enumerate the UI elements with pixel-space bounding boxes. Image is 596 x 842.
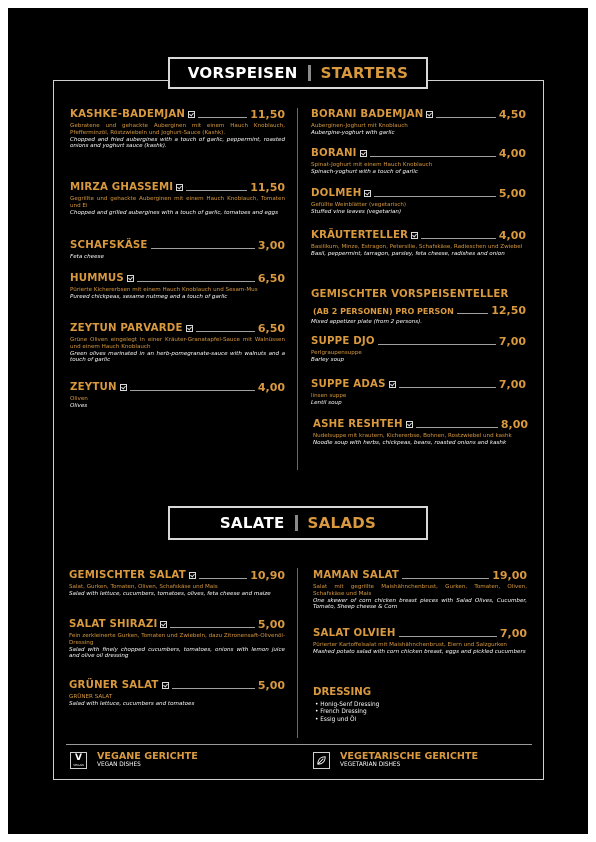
item-price: 12,50 [491, 304, 526, 317]
item-price: 4,00 [257, 381, 285, 394]
leader-line [172, 688, 255, 689]
item-price: 7,00 [498, 378, 526, 391]
item-price: 7,00 [499, 627, 527, 640]
leader-line [399, 636, 497, 637]
item-name: BORANI BADEMJAN [311, 109, 424, 120]
dressing-item: • French Dressing [315, 709, 367, 716]
item-description-de: Gegrillte und gehackte Auberginen mit einem Hauch Knoblauch, Tomaten und Ei [70, 196, 285, 209]
item-description-de: linsen suppe [311, 393, 347, 399]
menu-item [70, 181, 285, 216]
legend-vegetarian-subtitle: VEGETARIAN DISHES [340, 762, 401, 768]
item-description-de: Gebratene und gehackte Auberginen mit einem Hauch Knoblauch, Pfefferminzöl, Röstzwiebeln und Joghurt-Sauce (Kashk). [70, 123, 285, 136]
menu-item [313, 627, 527, 656]
menu-item [69, 679, 285, 708]
leader-line [186, 190, 247, 191]
leader-line [151, 248, 255, 249]
starters-header-en: STARTERS [320, 64, 409, 82]
item-name: DOLMEH [311, 188, 362, 199]
item-name: KRÄUTERTELLER [311, 230, 409, 241]
leader-line [457, 313, 488, 314]
item-description-en: One skewer of corn chicken breast pieces with Salad Olives, Cucumber, Tomato, Sheep cheese & Corn [313, 597, 527, 611]
vegetarian-mark-icon [426, 111, 433, 118]
vegan-icon-letter: V [75, 752, 82, 763]
item-description-en: Barley soup [311, 356, 345, 363]
item-description-en: Feta cheese [70, 254, 104, 260]
leader-line [370, 156, 496, 157]
item-description-de: GRÜNER SALAT [69, 694, 113, 700]
item-name: SUPPE DJO [311, 336, 375, 347]
vegetarian-mark-icon [364, 190, 371, 197]
item-price: 3,00 [257, 239, 285, 252]
legend-vegan-title: VEGANE GERICHTE [97, 751, 198, 762]
leaf-icon-glyph [316, 755, 327, 766]
menu-item [69, 569, 285, 598]
leader-line [402, 578, 489, 579]
item-price: 11,50 [250, 181, 285, 194]
leader-line [199, 578, 247, 579]
starters-header [168, 57, 428, 89]
item-description-de: Gefüllte Weinblätter (vegetarisch) [311, 202, 407, 208]
vegan-mark-icon [389, 381, 396, 388]
header-divider [308, 65, 311, 81]
menu-item [70, 272, 285, 301]
header-divider [295, 515, 298, 531]
salads-header [168, 506, 428, 540]
vegan-icon-word: VEGAN [73, 762, 84, 767]
legend-vegan-subtitle: VEGAN DISHES [97, 762, 141, 768]
item-name: ZEYTUN PARVARDE [70, 323, 183, 334]
leader-line [421, 238, 496, 239]
item-price: 5,00 [257, 618, 285, 631]
legend-vegan [70, 751, 198, 769]
item-description-en: Chopped and fried aubergines with a touch of garlic, peppermint, roasted onions and yoghurt sauce (kashk). [70, 136, 285, 150]
item-name: GEMISCHTER SALAT [69, 570, 186, 581]
menu-item [313, 569, 527, 611]
legend-vegetarian-title: VEGETARISCHE GERICHTE [340, 751, 479, 762]
vegan-icon [70, 752, 87, 769]
leaf-icon [313, 752, 330, 769]
vegan-mark-icon [120, 384, 127, 391]
menu-item [311, 378, 526, 407]
vegetarian-mark-icon [411, 232, 418, 239]
item-description-en: Mixed appetizer plate (from 2 persons). [311, 319, 423, 325]
item-description-en: Mashed potato salad with corn chicken breast, eggs and pickled cucumbers [313, 648, 526, 655]
leader-line [374, 196, 495, 197]
item-price: 6,50 [257, 322, 285, 335]
item-description-de: Grüne Oliven eingelegt in einer Kräuter-Granatapfel-Sauce mit Walnüssen und einem Hauch Knoblauch [70, 337, 285, 350]
salads-column-divider [297, 568, 298, 738]
item-description-en: Olives [70, 402, 88, 409]
menu-item [70, 108, 285, 150]
vegan-mark-icon [189, 572, 196, 579]
item-price: 6,50 [257, 272, 285, 285]
menu-item [311, 147, 526, 176]
item-description-en: Noodle soup with herbs, chickpeas, beans, roasted onions and kashk [313, 439, 507, 446]
item-description-en: Pureed chickpeas, sesame nutmeg and a touch of garlic [70, 293, 228, 300]
item-name: MIRZA GHASSEMI [70, 182, 174, 193]
menu-item [311, 335, 526, 364]
item-description-de: Pürierter Kartoffelsalat mit Maishähnchenbrust, Eiern und Salzgurken [313, 642, 507, 648]
item-price: 10,90 [250, 569, 285, 582]
item-price: 4,50 [498, 108, 526, 121]
menu-item [70, 322, 285, 364]
item-name: SCHAFSKÄSE [70, 240, 148, 251]
item-description-de: Auberginen-Joghurt mit Knoblauch [311, 123, 408, 129]
item-name: SALAT OLVIEH [313, 628, 396, 639]
item-description-en: Basil, peppermint, tarragon, parsley, feta cheese, radishes and onion [311, 250, 505, 257]
leader-line [170, 627, 254, 628]
leader-line [436, 117, 495, 118]
item-description-en: Lentil soup [311, 399, 342, 406]
leader-line [378, 344, 496, 345]
item-description-en: Stuffed vine leaves (vegetarian) [311, 208, 402, 215]
item-description-de: Salat, Gurken, Tomaten, Oliven, Schafskäse und Mais [69, 584, 218, 590]
item-name: GRÜNER SALAT [69, 680, 159, 691]
dressing-title: DRESSING [313, 687, 372, 698]
leader-line [198, 117, 247, 118]
salads-header-de: SALATE [219, 514, 285, 532]
item-price: 8,00 [500, 418, 528, 431]
item-name: KASHKE-BADEMJAN [70, 109, 186, 120]
dressing-item: • Honig-Senf Dressing [315, 702, 380, 708]
item-description-de: Salat mit gegrillte Maishähnchenbrust, Gurken, Tomaten, Oliven, Schafskäse und Mais [313, 584, 527, 597]
vegetarian-mark-icon [360, 150, 367, 157]
leader-line [416, 427, 498, 428]
leader-line [137, 281, 255, 282]
item-name: HUMMUS [70, 273, 124, 284]
vegan-mark-icon [160, 621, 167, 628]
item-name: ZEYTUN [70, 382, 117, 393]
item-name: ASHE RESHTEH [313, 419, 403, 430]
item-description-en: Salad with lettuce, cucumbers and tomatoes [69, 700, 195, 707]
leader-line [196, 331, 255, 332]
item-description-en: Aubergine-yoghurt with garlic [311, 129, 395, 136]
item-description-de: Nudelsuppe mit krautern, Kichererbse, Bohnen, Rostzwiebel und kashk [313, 433, 512, 439]
legend-divider [66, 744, 532, 745]
dressing-item: • Essig und Öl [315, 716, 357, 723]
item-description-en: Salad with finely chopped cucumbers, tomatoes, onions with lemon juice and olive oil dressing [69, 646, 285, 660]
item-subtitle: (AB 2 PERSONEN) PRO PERSON [313, 307, 454, 316]
vegetarian-mark-icon [176, 184, 183, 191]
leader-line [399, 387, 496, 388]
item-price: 4,00 [498, 147, 526, 160]
menu-item [311, 229, 526, 258]
item-description-de: Perlgraupensuppe [311, 350, 362, 356]
menu-item [311, 187, 526, 216]
item-name: MAMAN SALAT [313, 570, 400, 581]
item-description-en: Green olives marinated in an herb-pomegranate-sauce with walnuts and a touch of garlic [70, 350, 285, 364]
vegan-mark-icon [406, 421, 413, 428]
menu-item [70, 239, 285, 261]
menu-item [69, 618, 285, 660]
starters-header-de: VORSPEISEN [187, 64, 298, 82]
item-name: SUPPE ADAS [311, 379, 386, 390]
item-name: SALAT SHIRAZI [69, 619, 158, 630]
item-price: 11,50 [250, 108, 285, 121]
vegan-mark-icon [162, 682, 169, 689]
item-description-de: Spinat-Joghurt mit einem Hauch Knoblauch [311, 162, 433, 168]
item-price: 7,00 [498, 335, 526, 348]
item-price: 19,00 [492, 569, 527, 582]
menu-item [311, 288, 526, 326]
leader-line [130, 390, 255, 391]
item-name: BORANI [311, 148, 357, 159]
dressing-list [315, 702, 379, 724]
menu-item [311, 108, 526, 137]
item-name: GEMISCHTER VORSPEISENTELLER [311, 289, 509, 300]
salads-header-en: SALADS [307, 514, 377, 532]
item-description-en: Spinach-yoghurt with a touch of garlic [311, 168, 418, 175]
item-price: 5,00 [498, 187, 526, 200]
starters-column-divider [297, 108, 298, 470]
legend-vegetarian [313, 751, 478, 769]
item-description-de: Basilikum, Minze, Estragon, Petersilie, Schafskäse, Radieschen und Zwiebel [311, 244, 523, 250]
item-description-de: Fein zerkleinerte Gurken, Tomaten und Zwiebeln, dazu Zitronensaft-Olivenöl-Dressing [69, 633, 285, 646]
item-description-de: Pürierte Kichererbsen mit einem Hauch Knoblauch und Sesam-Mus [70, 287, 258, 293]
item-price: 5,00 [257, 679, 285, 692]
vegan-mark-icon [186, 325, 193, 332]
menu-item [70, 381, 285, 410]
item-description-en: Chopped and grilled aubergines with a touch of garlic, tomatoes and eggs [70, 209, 278, 216]
item-description-de: Oliven [70, 396, 88, 402]
vegetarian-mark-icon [188, 111, 195, 118]
menu-item [313, 418, 528, 447]
item-description-en: Salad with lettuce, cucumbers, tomatoes, olives, feta cheese and maize [69, 590, 271, 597]
vegan-mark-icon [127, 275, 134, 282]
item-price: 4,00 [498, 229, 526, 242]
